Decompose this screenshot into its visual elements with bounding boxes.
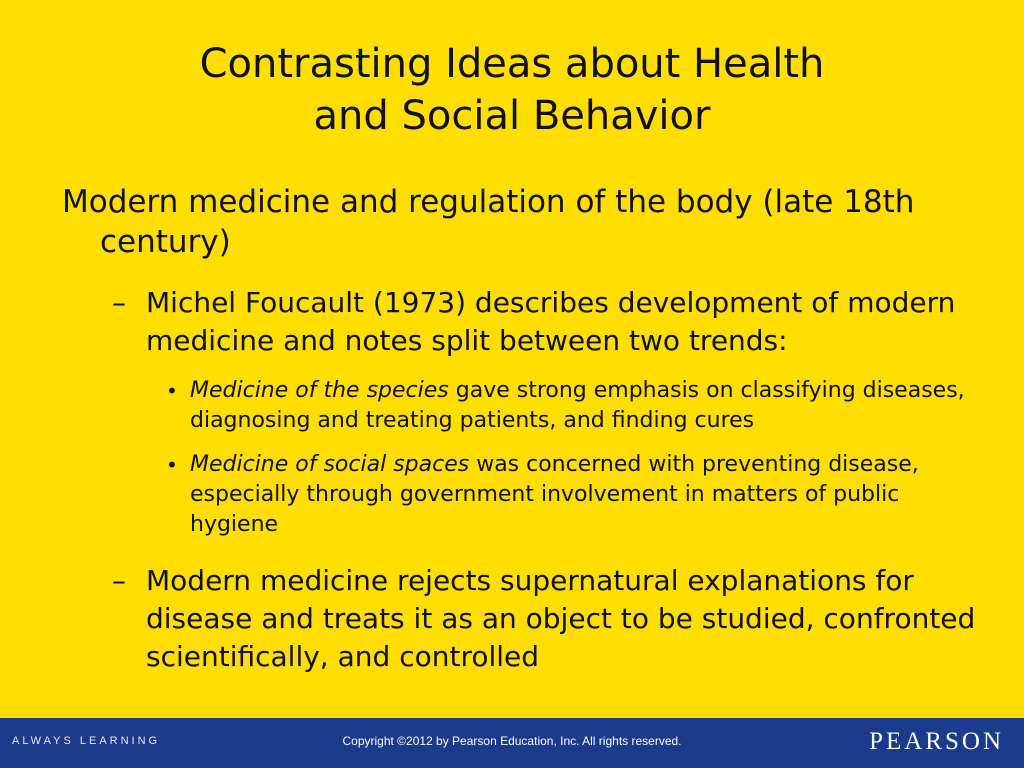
- term-medicine-of-the-species: Medicine of the species: [190, 378, 449, 403]
- dash-marker: –: [112, 286, 126, 319]
- copyright-notice: Copyright ©2012 by Pearson Education, Inc. All rights reserved.: [342, 734, 682, 748]
- medicine-of-social-spaces-description: was concerned with preventing disease, especially through government involvement in matters of public hygiene: [190, 452, 919, 537]
- sub-bullet-foucault-text: Michel Foucault (1973) describes development of modern medicine and notes split between two trends:: [146, 286, 956, 357]
- dash-marker: –: [112, 564, 126, 597]
- sub-bullet-foucault: [112, 284, 996, 360]
- term-medicine-of-social-spaces: Medicine of social spaces: [190, 452, 470, 477]
- sub-sub-bullet-medicine-of-social-spaces: [166, 450, 990, 540]
- bullet-dot-marker: •: [166, 379, 178, 403]
- sub-bullet-rejects-supernatural: [112, 562, 996, 676]
- bullet-modern-medicine: Modern medicine and regulation of the body (late 18th century): [62, 184, 915, 260]
- slide-title: [60, 38, 964, 142]
- pearson-logo: PEARSON: [869, 728, 1004, 755]
- sub-bullet-rejects-supernatural-text: Modern medicine rejects supernatural explanations for disease and treats it as an object to be studied, confronted scientifically, and controlled: [146, 564, 976, 673]
- slide-title-line-2: and Social Behavior: [313, 93, 711, 139]
- bullet-dot-marker: •: [166, 453, 178, 477]
- footer-bar: [0, 718, 1024, 768]
- medicine-of-species-description: gave strong emphasis on classifying diseases, diagnosing and treating patients, and finding cures: [190, 378, 965, 433]
- slide-title-line-1: Contrasting Ideas about Health: [199, 41, 825, 87]
- footer-tagline: ALWAYS LEARNING: [12, 735, 161, 747]
- sub-sub-bullet-medicine-of-species: [166, 376, 990, 436]
